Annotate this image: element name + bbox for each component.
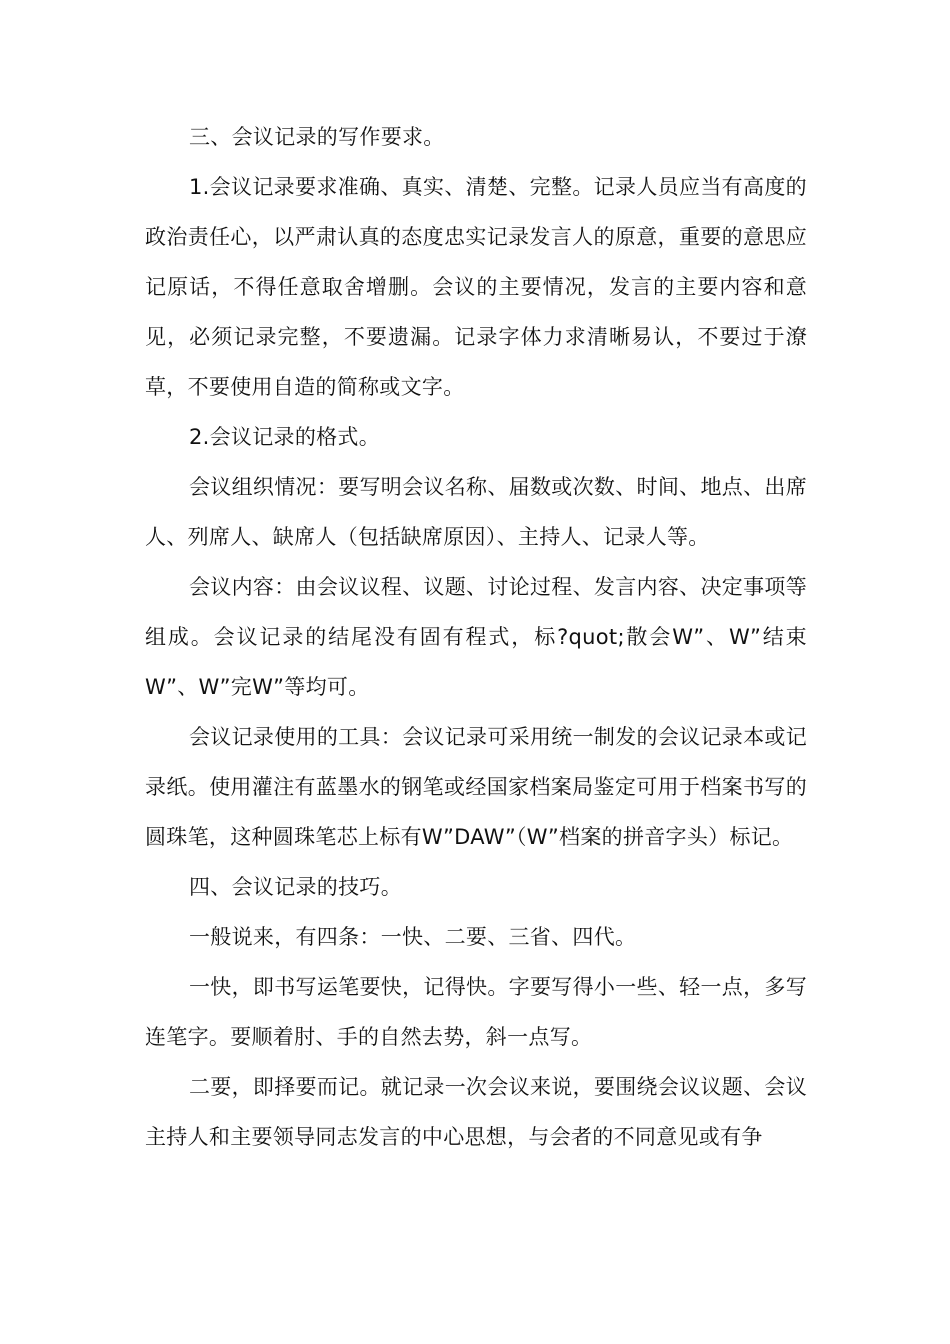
- paragraph-accuracy-requirements: 1.会议记录要求准确、真实、清楚、完整。记录人员应当有高度的政治责任心，以严肃认真的态度忠实记录发言人的原意，重要的意思应记原话，不得任意取舍增删。会议的主要情况，发言的主要内容和意见，必须记录完整，不要遗漏。记录字体力求清晰易认，不要过于潦草，不要使用自造的简称或文字。: [145, 175, 807, 399]
- section-heading-writing-requirements: 三、会议记录的写作要求。: [189, 125, 445, 149]
- paragraph-rule-essentials: 二要，即择要而记。就记录一次会议来说，要围绕会议议题、会议主持人和主要领导同志发言的中心思想，与会者的不同意见或有争: [145, 1075, 807, 1149]
- subheading-record-format: 2.会议记录的格式。: [189, 425, 381, 449]
- paragraph-meeting-organization: 会议组织情况：要写明会议名称、届数或次数、时间、地点、出席人、列席人、缺席人（包括缺席原因）、主持人、记录人等。: [145, 475, 807, 549]
- paragraph-rule-fast: 一快，即书写运笔要快，记得快。字要写得小一些、轻一点，多写连笔字。要顺着肘、手的自然去势，斜一点写。: [145, 975, 807, 1049]
- section-heading-recording-skills: 四、会议记录的技巧。: [189, 875, 402, 899]
- paragraph-four-rules: 一般说来，有四条：一快、二要、三省、四代。: [189, 925, 637, 949]
- document-body: [145, 112, 807, 1162]
- paragraph-recording-tools: 会议记录使用的工具：会议记录可采用统一制发的会议记录本或记录纸。使用灌注有蓝墨水的钢笔或经国家档案局鉴定可用于档案书写的圆珠笔，这种圆珠笔芯上标有W”DAW”（W”档案的拼音字头）标记。: [145, 725, 807, 849]
- paragraph-meeting-content: 会议内容：由会议议程、议题、讨论过程、发言内容、决定事项等组成。会议记录的结尾没有固有程式，标?quot;散会W”、W”结束W”、W”完W”等均可。: [145, 575, 807, 699]
